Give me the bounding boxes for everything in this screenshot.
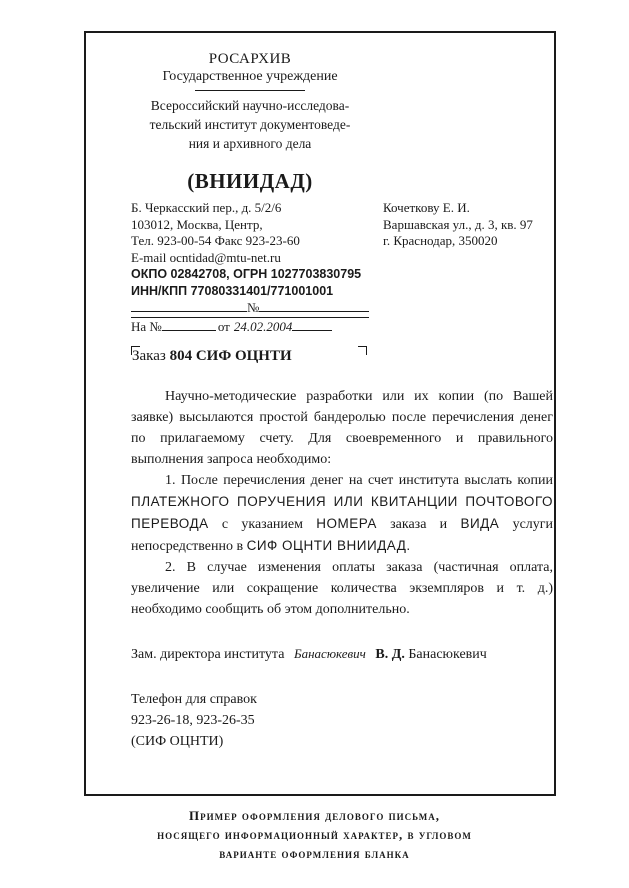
sender-email: E-mail ocntidad@mtu-net.ru [131,249,281,265]
parent-org: РОСАРХИВ [208,51,292,67]
item-1-emphasis: НОМЕРА [316,516,377,531]
item-1-text: заказа и [390,517,448,532]
signature-block [131,646,487,663]
signatory-surname: Банасюкевич [408,647,487,662]
contact-block [131,689,257,752]
reply-to-line [131,317,369,336]
contact-phones: 923-26-18, 923-26-35 [131,713,255,728]
reply-to-label: На № [131,318,162,334]
number-label: № [247,300,260,315]
date-value: 24.02.2004 [233,318,293,334]
subject-order: 804 СИФ ОЦНТИ [169,348,292,364]
outgoing-number-line [131,299,369,317]
subject-line [132,348,292,365]
item-1-text: 1. После перечисления денег на счет института выслать копии [165,473,553,488]
recipient-city: г. Краснодар, 350020 [383,233,498,248]
sender-street: Б. Черкасский пер., д. 5/2/6 [131,200,282,215]
org-name-line: тельский институт документоведе- [149,117,351,132]
date-trailing-blank [292,318,332,331]
item-1-emphasis: ПЛАТЕЖНОГО ПОРУЧЕНИЯ ИЛИ КВИТАНЦИИ ПОЧТОВОГО ПЕРЕВОДА [131,494,553,531]
letter-body [131,386,553,620]
recipient-name: Кочеткову Е. И. [383,200,470,215]
date-label: от [217,318,230,334]
sender-city: 103012, Москва, Центр, [131,216,263,232]
caption-line: варианте оформления бланка [219,846,410,861]
org-name-line: ния и архивного дела [188,136,312,151]
caption-line: носящего информационный характер, в угловом [157,827,472,842]
handwritten-signature: Банасюкевич [293,646,366,661]
item-1-emphasis: ВИДА [460,516,500,531]
recipient-street: Варшавская ул., д. 3, кв. 97 [383,216,533,232]
inn-kpp: ИНН/КПП 77080331401/771001001 [131,283,334,298]
contact-label: Телефон для справок [131,692,257,707]
okpo-ogrn: ОКПО 02842708, ОГРН 1027703830795 [131,267,362,281]
org-type: Государственное учреждение [162,69,338,84]
number-blank [259,299,369,312]
figure-caption [0,806,629,863]
org-name-line: Всероссийский научно-исследова- [150,98,350,113]
item-1 [131,470,553,557]
intro-paragraph: Научно-методические разработки или их копии (по Вашей заявке) высылаются простой бандеролью после перечисления денег по прилагаемому счету. Для своевременного и правильного выполнения запроса необходимо: [131,389,553,467]
contact-dept: (СИФ ОЦНТИ) [131,734,224,749]
signatory-title: Зам. директора института [131,647,285,662]
divider [195,90,305,91]
item-1-text: с указанием [221,517,303,532]
item-1-emphasis: СИФ ОЦНТИ ВНИИДАД. [246,538,411,553]
sender-address [131,200,369,335]
org-abbreviation: (ВНИИДАД) [187,169,313,193]
recipient-address [383,200,533,250]
caption-line: Пример оформления делового письма, [189,808,440,823]
date-blank [131,299,247,312]
corner-mark-right [358,346,367,355]
signatory-initials: В. Д. [375,647,405,662]
subject-prefix: Заказ [132,348,166,364]
item-2: 2. В случае изменения оплаты заказа (частичная оплата, увеличение или сокращение количества экземпляров и т. д.) необходимо сообщить об этом дополнительно. [131,560,553,617]
sender-phone-fax: Тел. 923-00-54 Факс 923-23-60 [131,233,300,248]
letterhead [100,50,400,194]
reply-number-blank [162,318,216,331]
item-1-text: услуги непосредственно в [131,517,554,554]
